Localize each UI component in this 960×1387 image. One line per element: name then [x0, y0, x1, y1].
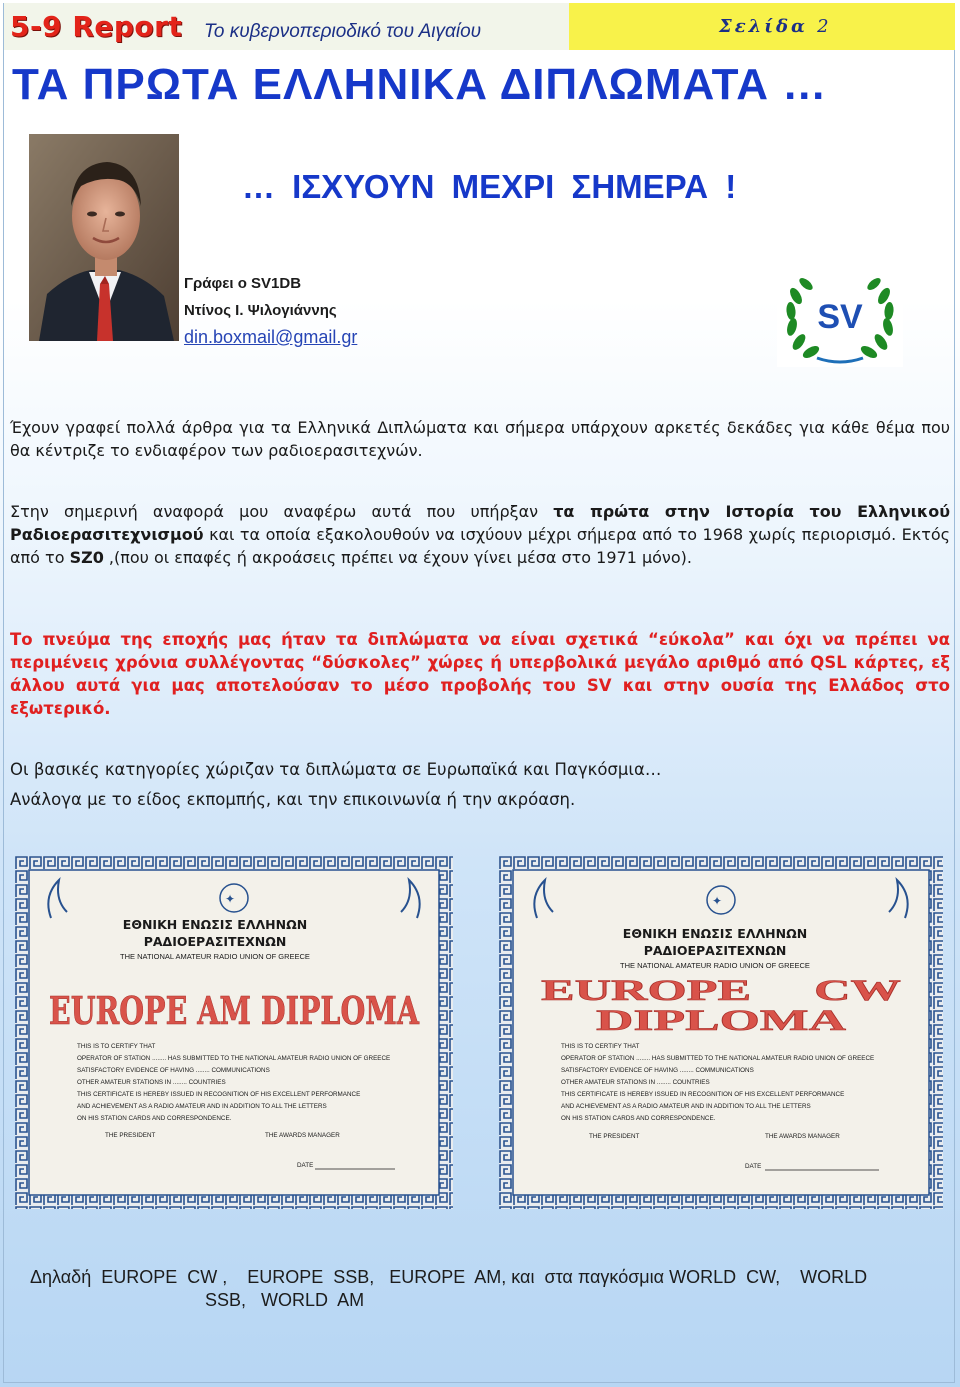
- diploma1-body-line: SATISFACTORY EVIDENCE OF HAVING ........ COMMUNICATIONS: [77, 1067, 270, 1074]
- header-left: [4, 3, 569, 50]
- diploma2-title2: DIPLOMA: [596, 1004, 847, 1037]
- diploma1-president: THE PRESIDENT: [105, 1132, 156, 1139]
- history-text-bold: τα πρώτα στην Ιστορία του Ελληνικού Ραδιοερασιτεχνισμού: [10, 502, 950, 544]
- header-right: [569, 3, 955, 50]
- article-subtitle: … ΙΣΧΥΟΥΝ ΜΕΧΡΙ ΣΗΜΕΡΑ !: [242, 168, 737, 205]
- europe-am-diploma: [15, 856, 453, 1209]
- page-label: Σελίδα: [719, 16, 808, 37]
- history-text-a: Στην σημερινή αναφορά μου αναφέρω αυτά που υπήρξαν: [10, 502, 554, 521]
- diploma1-body-line: THIS IS TO CERTIFY THAT: [77, 1043, 156, 1050]
- caption-line-2: SSB, WORLD AM: [30, 1290, 365, 1310]
- diploma1-body-line: OPERATOR OF STATION ........ HAS SUBMITTED TO THE NATIONAL AMATEUR RADIO UNION OF GREECE: [77, 1055, 391, 1062]
- page-number-value: 2: [817, 16, 829, 37]
- diploma2-manager: THE AWARDS MANAGER: [765, 1133, 840, 1140]
- diploma1-org-en: THE NATIONAL AMATEUR RADIO UNION OF GREECE: [120, 952, 310, 961]
- diploma1-body-line: ON HIS STATION CARDS AND CORRESPONDENCE.: [77, 1115, 232, 1122]
- magazine-brand: 5-9 Report: [10, 10, 183, 43]
- categories-line: Οι βασικές κατηγορίες χώριζαν τα διπλώματα σε Ευρωπαϊκά και Παγκόσμια…: [10, 760, 662, 779]
- svg-text:✦: ✦: [712, 894, 723, 908]
- sz0-callsign: SZ0: [69, 548, 104, 567]
- diploma2-body-line: SATISFACTORY EVIDENCE OF HAVING ........ COMMUNICATIONS: [561, 1067, 754, 1074]
- intro-paragraph: Έχουν γραφεί πολλά άρθρα για τα Ελληνικά Διπλώματα και σήμερα υπάρχουν αρκετές δεκάδες για κάθε θέμα που θα κέντριζε το ενδιαφέρον των ραδιοερασιτεχνών.: [10, 418, 950, 460]
- author-name: Ντίνος Ι. Ψιλογιάννης: [184, 302, 337, 319]
- diploma2-date: DATE: [745, 1163, 762, 1170]
- diploma2-body-line: ON HIS STATION CARDS AND CORRESPONDENCE.: [561, 1115, 716, 1122]
- diploma2-body-line: OPERATOR OF STATION ........ HAS SUBMITTED TO THE NATIONAL AMATEUR RADIO UNION OF GREECE: [561, 1055, 875, 1062]
- author-callsign: Γράφει ο SV1DB: [184, 275, 302, 292]
- diploma2-org-en: THE NATIONAL AMATEUR RADIO UNION OF GREECE: [620, 961, 810, 970]
- logo-text: SV: [817, 298, 863, 336]
- history-text-e: ,(που οι επαφές ή ακροάσεις πρέπει να έχουν γίνει μέσα στο 1971 μόνο).: [103, 548, 692, 567]
- history-text-c: και τα οποία εξακολουθούν να ισχύουν μέχρι σήμερα από το 1968 χωρίς περιορισμό. Εκτός από το: [10, 525, 950, 567]
- diploma1-body-line: AND ACHIEVEMENT AS A RADIO AMATEUR AND IN ADDITION TO ALL THE LETTERS: [77, 1103, 327, 1110]
- diploma2-body-line: OTHER AMATEUR STATIONS IN ........ COUNTRIES: [561, 1079, 710, 1086]
- diploma2-body-line: THIS CERTIFICATE IS HEREBY ISSUED IN RECOGNITION OF HIS EXCELLENT PERFORMANCE: [561, 1091, 845, 1098]
- caption-line-1: Δηλαδή EUROPE CW , EUROPE SSB, EUROPE AM, και στα παγκόσμια WORLD CW, WORLD: [30, 1267, 868, 1287]
- diploma2-org-gr1: ΕΘΝΙΚΗ ΕΝΩΣΙΣ ΕΛΛΗΝΩΝ: [622, 926, 808, 941]
- header-bar: [4, 3, 955, 50]
- svg-text:✦: ✦: [225, 892, 236, 906]
- modes-line: Ανάλογα με το είδος εκπομπής, και την επικοινωνία ή την ακρόαση.: [10, 790, 576, 809]
- author-portrait: [29, 134, 179, 341]
- diploma2-body-line: THIS IS TO CERTIFY THAT: [561, 1043, 640, 1050]
- diploma2-org-gr2: ΡΑΔΙΟΕΡΑΣΙΤΕΧΝΩΝ: [643, 943, 787, 958]
- sv-laurel-logo: [777, 272, 903, 367]
- history-paragraph: [10, 500, 950, 569]
- diploma2-title1: EUROPE CW: [541, 974, 901, 1007]
- diploma-list-caption: [30, 1266, 950, 1312]
- diploma1-title: EUROPE AM DIPLOMA: [49, 988, 420, 1033]
- diploma2-president: THE PRESIDENT: [589, 1133, 640, 1140]
- article-title: ΤΑ ΠΡΩΤΑ ΕΛΛΗΝΙΚΑ ΔΙΠΛΩΜΑΤΑ …: [12, 60, 828, 109]
- diploma2-body-line: AND ACHIEVEMENT AS A RADIO AMATEUR AND IN ADDITION TO ALL THE LETTERS: [561, 1103, 811, 1110]
- diploma1-date: DATE: [297, 1162, 314, 1169]
- diploma1-body-line: THIS CERTIFICATE IS HEREBY ISSUED IN RECOGNITION OF HIS EXCELLENT PERFORMANCE: [77, 1091, 361, 1098]
- europe-cw-diploma: [499, 856, 943, 1209]
- diploma1-body-line: OTHER AMATEUR STATIONS IN ........ COUNTRIES: [77, 1079, 226, 1086]
- diploma1-manager: THE AWARDS MANAGER: [265, 1132, 340, 1139]
- page-number: [719, 16, 829, 37]
- magazine-tagline: Το κυβερνοπεριοδικό του Αιγαίου: [204, 21, 482, 42]
- diploma1-org-gr2: ΡΑΔΙΟΕΡΑΣΙΤΕΧΝΩΝ: [143, 934, 287, 949]
- author-email-link[interactable]: din.boxmail@gmail.gr: [184, 327, 358, 347]
- spirit-paragraph: Το πνεύμα της εποχής μας ήταν τα διπλώματα να είναι σχετικά “εύκολα” και όχι να πρέπει να περιμένεις χρόνια συλλέγοντας “δύσκολες” χώρες ή υπερβολικά μεγάλο αριθμό από QSL κάρτες, εξ άλλου αυτά για μας αποτελούσαν το μέσο προβολής του SV και στην ουσία της Ελλάδος στο εξωτερικό.: [10, 630, 950, 718]
- author-block: [184, 270, 357, 351]
- diploma1-org-gr1: ΕΘΝΙΚΗ ΕΝΩΣΙΣ ΕΛΛΗΝΩΝ: [122, 917, 308, 932]
